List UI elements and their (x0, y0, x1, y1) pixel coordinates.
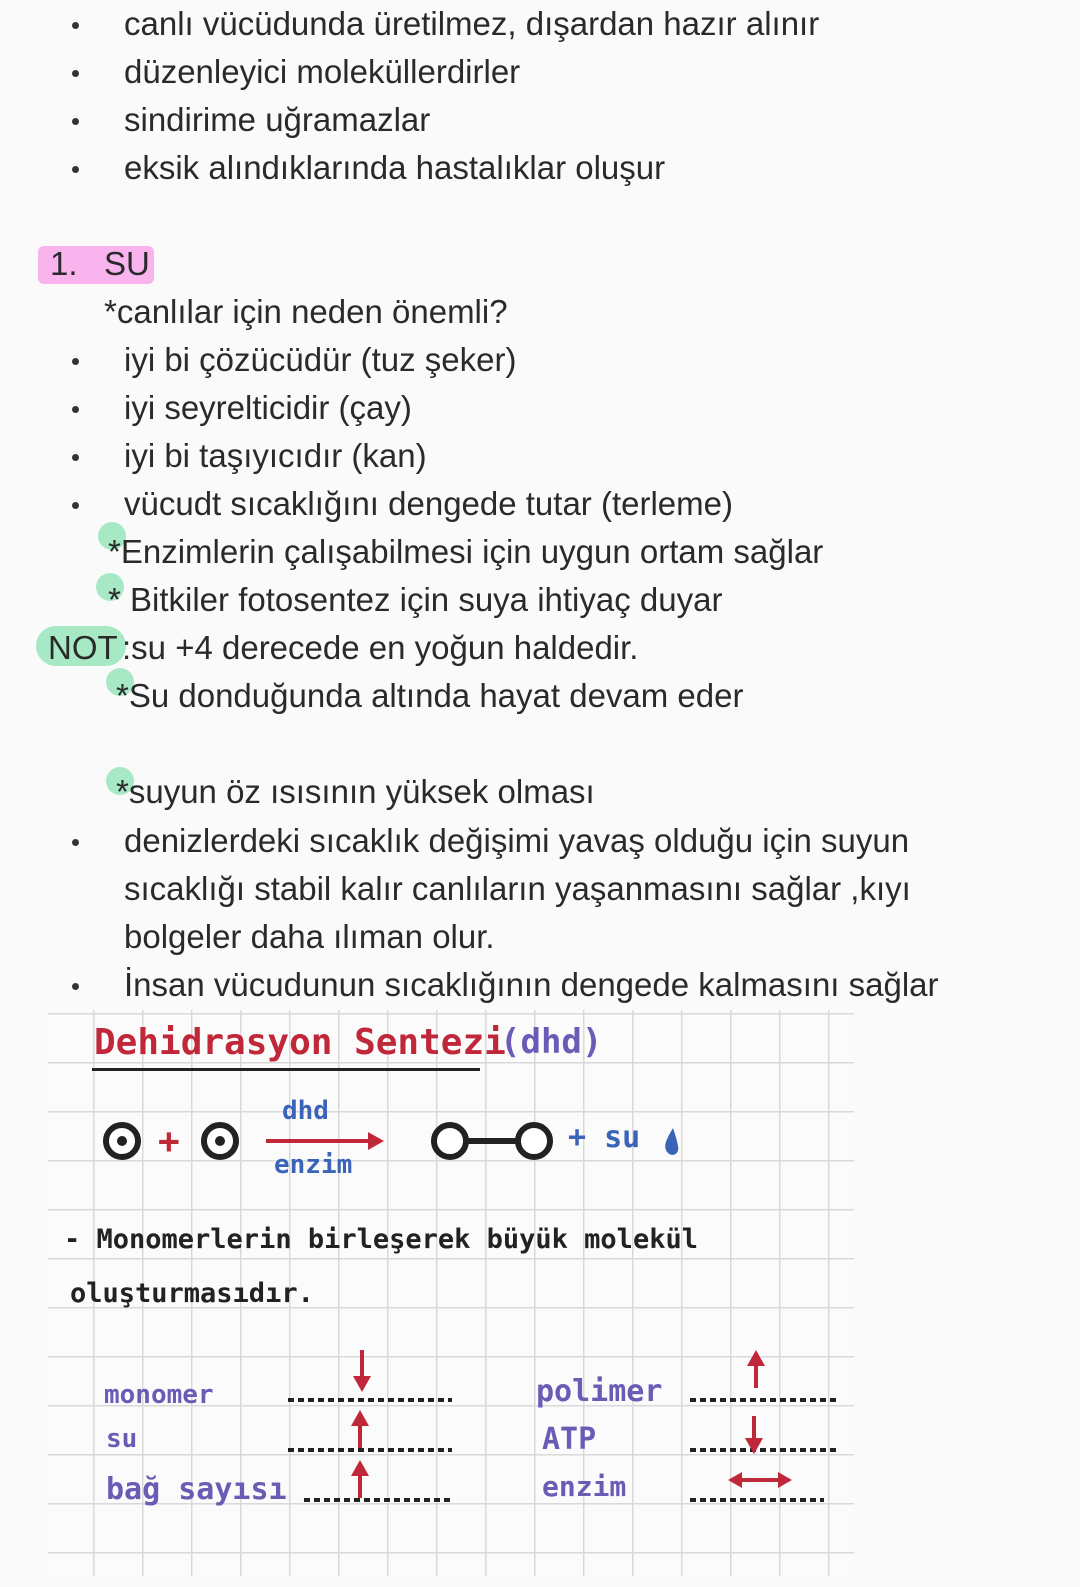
plus-sign: + (158, 1121, 180, 1162)
bullet-dot (72, 839, 79, 846)
notebook-image (48, 1010, 854, 1576)
bullet-dot (72, 502, 79, 509)
notebook-title: Dehidrasyon Sentezi (94, 1022, 506, 1063)
table-label: su (106, 1424, 138, 1454)
star-note: *Su donduğunda altında hayat devam eder (116, 677, 744, 714)
list-item: eksik alındıklarında hastalıklar oluşur (124, 149, 666, 186)
list-item: İnsan vücudunun sıcaklığının dengede kalmasını sağlar (124, 966, 939, 1003)
arrow-right-icon (368, 1132, 384, 1150)
bullet-dot (72, 70, 79, 77)
definition-line: oluşturmasıdır. (70, 1278, 314, 1309)
bullet-dot (72, 22, 79, 29)
water-drop-icon (665, 1128, 678, 1155)
table-label: bağ sayısı (106, 1472, 287, 1507)
star-note: *Enzimlerin çalışabilmesi için uygun ortam sağlar (108, 533, 824, 570)
bullet-dot (72, 983, 79, 990)
section-number: 1. (50, 245, 78, 282)
list-item: canlı vücüdunda üretilmez, dışardan hazır alınır (124, 5, 820, 42)
polymer-icon (518, 1125, 550, 1157)
list-item: sindirime uğramazlar (124, 101, 431, 138)
product-suffix: + su (568, 1120, 641, 1155)
bullet-dot (72, 454, 79, 461)
note-text: :su +4 derecede en yoğun haldedir. (122, 629, 639, 666)
table-label: enzim (542, 1470, 627, 1503)
table-label: polimer (536, 1374, 663, 1409)
table-label: ATP (542, 1422, 597, 1457)
list-item: iyi seyrelticidir (çay) (124, 389, 412, 426)
notebook-abbr: (dhd) (500, 1022, 603, 1062)
section-title: SU (104, 245, 150, 282)
list-item: denizlerdeki sıcaklık değişimi yavaş olduğu için suyun (124, 822, 910, 859)
bullet-dot (72, 118, 79, 125)
list-item-continued: bolgeler daha ılıman olur. (124, 918, 495, 955)
question-text: *canlılar için neden önemli? (104, 293, 508, 330)
title-underline (92, 1068, 480, 1071)
list-item: düzenleyici moleküllerdirler (124, 53, 521, 90)
list-item: vücudt sıcaklığını dengede tutar (terleme) (124, 485, 733, 522)
polymer-icon (434, 1125, 466, 1157)
arrow-label-bottom: enzim (274, 1150, 353, 1180)
list-item-continued: sıcaklığı stabil kalır canlıların yaşanmasını sağlar ,kıyı (124, 870, 911, 907)
list-item: iyi bi taşıyıcıdır (kan) (124, 437, 427, 474)
note-label: NOT (48, 629, 118, 666)
table-label: monomer (104, 1380, 214, 1410)
bullet-dot (72, 406, 79, 413)
star-note: * Bitkiler fotosentez için suya ihtiyaç duyar (108, 581, 723, 618)
definition-line: - Monomerlerin birleşerek büyük molekül (64, 1224, 698, 1255)
star-note: *suyun öz ısısının yüksek olması (116, 773, 595, 810)
bullet-dot (72, 358, 79, 365)
list-item: iyi bi çözücüdür (tuz şeker) (124, 341, 517, 378)
table-arrows (48, 1330, 854, 1530)
arrow-label-top: dhd (282, 1096, 329, 1126)
bullet-dot (72, 166, 79, 173)
